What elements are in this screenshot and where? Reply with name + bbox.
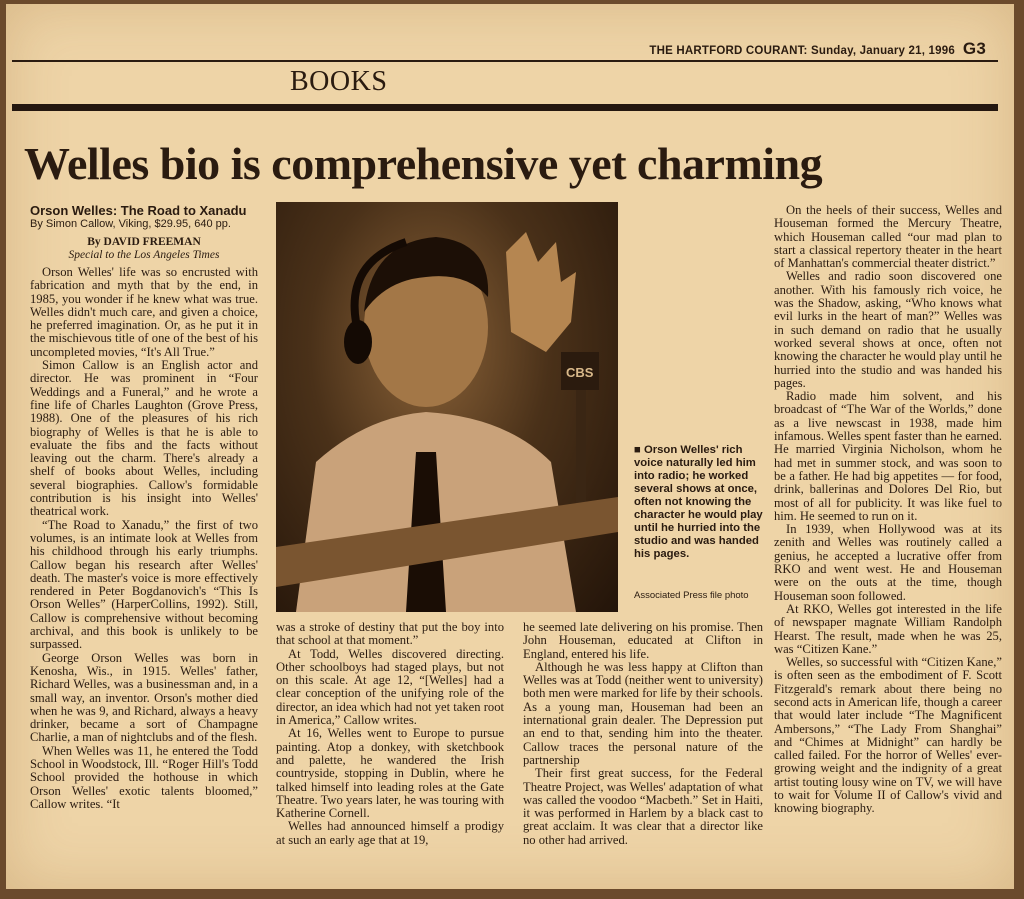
photo-caption: ■ Orson Welles' rich voice naturally led him into radio; he worked several shows at once, often not knowing the character he would play until he hurried into the studio and was handed his pages. [634, 444, 763, 560]
photo-illustration [276, 202, 618, 612]
paragraph: Orson Welles' life was so encrusted with fabrication and myth that by the end, in 1985, you wonder if he knew what was true. Welles didn't much care, and given a choice, he preferred imagination. Or, as he put it in the mischievous title of one of the best of his uncompleted movies, “It's All True.” [30, 265, 258, 359]
masthead [649, 39, 986, 59]
paragraph: George Orson Welles was born in Kenosha, Wis., in 1915. Welles' father, Richard Welles, was a businessman and, in a small way, an inventor. Orson's mother died when he was 9, and Richard, always a heavy drinker, became a sort of Champagne Charlie, a man of nightclubs and of the flesh. [30, 650, 258, 745]
page-number: G3 [962, 39, 986, 58]
paragraph: Welles and radio soon discovered one another. With his famously rich voice, he was the Shadow, asking, “Who knows what evil lurks in the heart of man?” Welles was in such demand on radio that he usually worked several shows at once, often not knowing the character he would play until he hurried into the studio and was handed his pages. [774, 269, 1002, 390]
paragraph: At 16, Welles went to Europe to pursue painting. Atop a donkey, with sketchbook and palette, he wandered the Irish countryside, stopping in Dublin, where he talked himself into leading roles at the Gate Theatre. Two years later, he was touring with Katherine Cornell. [276, 726, 504, 821]
column-4 [774, 204, 1002, 816]
section-title: BOOKS [290, 66, 388, 97]
paragraph: When Welles was 11, he entered the Todd School in Woodstock, Ill. “Roger Hill's Todd School provided the hothouse in which Orson Welles' exotic talents bloomed,” Callow writes. “It [30, 743, 258, 811]
column-1 [30, 204, 258, 811]
paragraph: Radio made him solvent, and his broadcast of “The War of the Worlds,” done as a live newscast in 1938, made him infamous. Welles spent faster than he earned. He married Virginia Nicholson, whom he had met in summer stock, and was soon to be a father. He had big appetites — for food, drink, ballerinas and Dolores Del Rio, but most of all for publicity. It was like fuel to him. He seemed to run on it. [774, 389, 1002, 523]
column-3 [523, 621, 763, 847]
microphone-stand [576, 390, 586, 510]
byline-affiliation: Special to the Los Angeles Times [68, 249, 220, 261]
newspaper-clipping [6, 4, 1014, 889]
paragraph: Simon Callow is an English actor and director. He was prominent in “Four Weddings and a Funeral,” and he wrote a fine life of Charles Laughton (Grove Press, 1988). One of the pleasures of his rich biography of Welles is that he is able to evaluate the fibs and the facts without leaving out the charm. There's already a shelf of books about Welles, including several biographies. Callow's formidable contribution is his insight into Welles' theatrical work. [30, 358, 258, 519]
headline: Welles bio is comprehensive yet charming [24, 138, 823, 189]
paragraph: At Todd, Welles discovered directing. Other schoolboys had staged plays, but not on this scale. At age 12, “[Welles] had a clear conception of the unifying role of the director, an idea which had not yet taken root in America,” Callow writes. [276, 646, 504, 728]
section-rule [12, 104, 998, 111]
paragraph: In 1939, when Hollywood was at its zenith and Welles was routinely called a genius, he accepted a lucrative offer from RKO and went west. He and Houseman were on the outs at the time, though Houseman soon followed. [774, 522, 1002, 603]
welles-photo [276, 202, 618, 612]
paragraph: he seemed late delivering on his promise. Then John Houseman, educated at Clifton in England, entered his life. [523, 620, 763, 661]
paragraph: was a stroke of destiny that put the boy into that school at that moment.” [276, 620, 504, 648]
paragraph: Welles had announced himself a prodigy at such an early age that at 19, [276, 819, 504, 847]
book-title: Orson Welles: The Road to Xanadu [30, 203, 247, 218]
paragraph: Their first great success, for the Federal Theatre Project, was Welles' adaptation of what was called the voodoo “Macbeth.” Set in Haiti, it was performed in Harlem by a black cast to great acclaim. It was clear that a director like no other had arrived. [523, 766, 763, 847]
column-2 [276, 621, 504, 847]
paragraph: Welles, so successful with “Citizen Kane,” is often seen as the embodiment of F. Scott Fitzgerald's remark about there being no second acts in American life, though a career that would later include “The Magnificent Ambersons,” “The Lady From Shanghai” and “Chimes at Midnight” can hardly be called failed. For the horror of Welles' ever-growing weight and the indignity of a great artist touting lousy wine on TV, we will have to wait for Volume II of Callow's vivid and knowing biography. [774, 655, 1002, 816]
paragraph: On the heels of their success, Welles and Houseman formed the Mercury Theatre, which Houseman called “our mad plan to start a classical repertory theater in the heart of Manhattan's commercial theater district.” [774, 203, 1002, 271]
top-rule [12, 60, 998, 62]
headphone-ear [344, 320, 372, 364]
byline-author: By DAVID FREEMAN [87, 236, 201, 248]
mic-label: CBS [566, 365, 594, 380]
book-details: By Simon Callow, Viking, $29.95, 640 pp. [30, 218, 231, 230]
photo-credit: Associated Press file photo [634, 590, 749, 601]
paragraph: At RKO, Welles got interested in the life of newspaper magnate William Randolph Hearst. The result, made when he was 25, was “Citizen Kane.” [774, 601, 1002, 656]
paragraph: Although he was less happy at Clifton than Welles was at Todd (neither went to university) both men were marked for life by their schools. As a young man, Houseman had been an international grain dealer. The Depression put an end to that, sending him into the theater. Callow traces the personal nature of the partnership [523, 659, 763, 767]
masthead-paper: THE HARTFORD COURANT: Sunday, January 21, 1996 [649, 45, 955, 57]
paragraph: “The Road to Xanadu,” the first of two volumes, is an intimate look at Welles from his childhood through his early triumphs. Callow began his research after Welles' death. The master's voice is more effectively rendered in Peter Bogdanovich's “This Is Orson Welles” (HarperCollins, 1992). Still, Callow is comprehensive without becoming archival, and this book is unlikely to be surpassed. [30, 517, 258, 652]
raised-hand [506, 232, 576, 352]
